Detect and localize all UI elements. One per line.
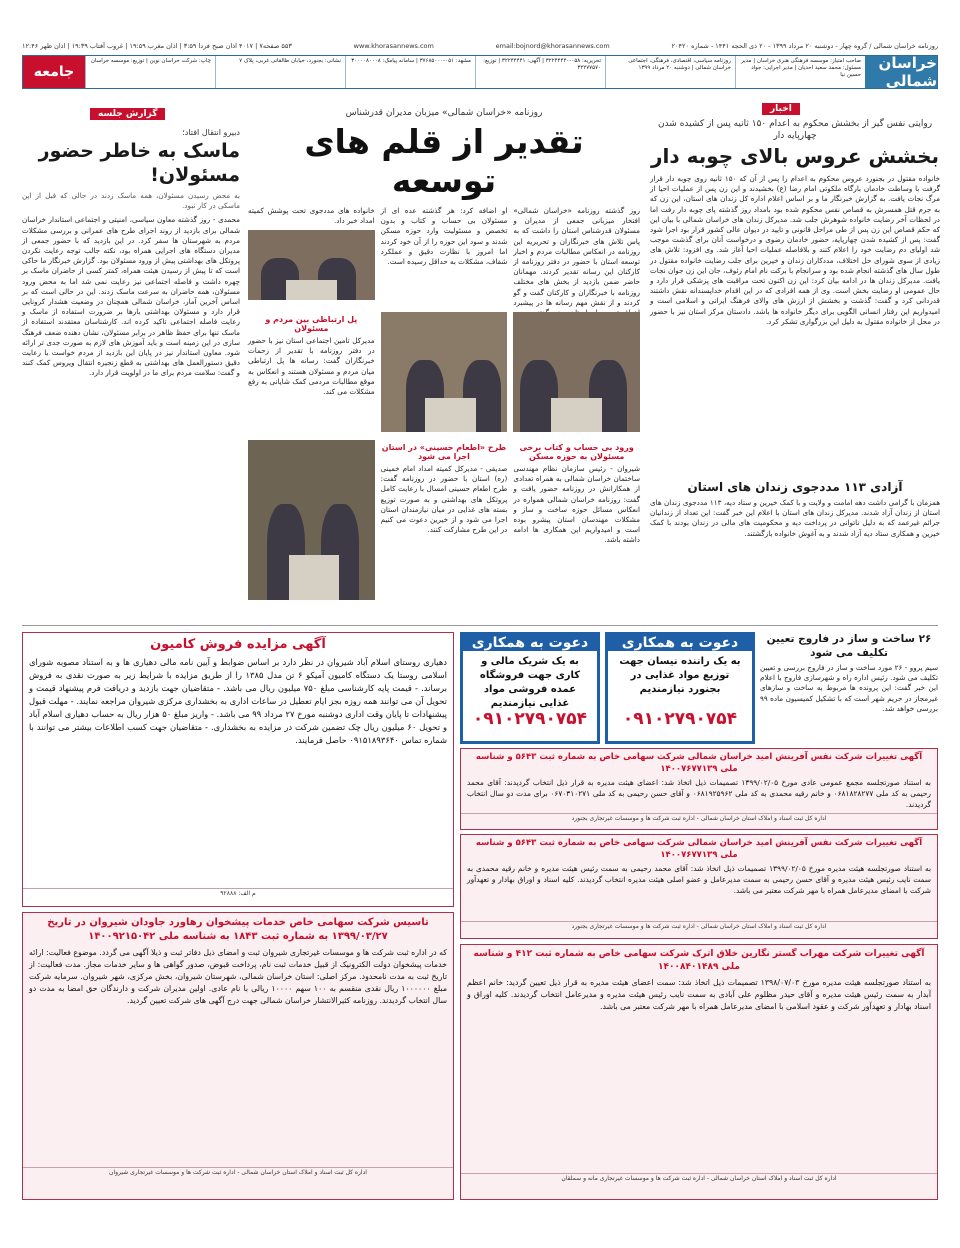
- omid-ad-2-foot: اداره کل ثبت اسناد و املاک استان خراسان شمالی - اداره ثبت شرکت ها و موسسات غیرتجاری بجنورد: [461, 921, 937, 931]
- coop-ad-text: به یک راننده نیسان جهت توزیع مواد غذایی در بجنورد نیازمندیم: [619, 656, 741, 695]
- masthead-col: نشانی: بجنورد، خیابان طالقانی غربی، پلاک ۷: [215, 56, 345, 88]
- center-col-2b: [381, 440, 508, 614]
- center-col-3-text: خانواده های مددجوی تحت پوشش کمیته امداد خبر داد.: [247, 206, 375, 226]
- photo-table: [551, 398, 602, 432]
- truck-auction-ad[interactable]: [22, 632, 454, 907]
- center-photo-row: [248, 312, 640, 436]
- small-news-body: سیم پروو - ۲۶ مورد ساخت و ساز در فاروج بررسی و تعیین تکلیف می شود. رئیس اداره راه و شهرسازی فاروج با اعلام این خبر گفت: این پرونده ها مربوط به ساخت و سازهای غیرمجاز در حریم شهر است که با تشکیل کمیسیون ماده ۹۹ بررسی خواهد شد.: [760, 663, 938, 713]
- center-article-title[interactable]: تقدیر از قلم های توسعه: [304, 122, 584, 200]
- omid-ad-2-body: به استناد صورتجلسه هیئت مدیره مورخ ۱۳۹۹/۰۲/۰۵ تصمیمات ذیل اتخاذ شد: آقای محمد رحیمی به سمت رئیس هیئت مدیره و خانم رقیه محمدی به سمت نایب رئیس هیئت مدیره و آقای حسن رحیمی به سمت مدیرعامل و عضو اصلی هیئت مدیره انتخاب گردیدند. کلیه اسناد و اوراق بهادار و تعهدآور شرکت با امضای مدیرعامل همراه با مهر شرکت معتبر می باشد.: [467, 864, 932, 895]
- masthead-col: روزنامه سیاسی، اقتصادی، فرهنگی، اجتماعی خراسان شمالی | دوشنبه ۲۰ مرداد ۱۳۹۹: [605, 56, 735, 88]
- meeting-photo-2[interactable]: [381, 312, 508, 432]
- caption-3: پل ارتباطی بین مردم و مسئولان: [265, 315, 358, 333]
- left-article-title[interactable]: ماسک به خاطر حضور مسئولان!: [38, 140, 240, 186]
- mehrab-ad-title: آگهی تغییرات شرکت مهراب گستر نگارین خلاق اترک شرکت سهامی خاص به شماره ثبت ۴۱۲ و شناسه ملی ۱۴۰۰۸۴۰۱۴۸۹: [473, 949, 925, 972]
- omid-change-ad-2[interactable]: [460, 834, 938, 939]
- photo-table: [425, 398, 476, 432]
- right-article-sub-body: همزمان با گرامی داشت دهه امامت و ولایت و با کمک خیرین و ستاد دیه، ۱۱۳ مددجوی زندان های استان از زندان آزاد شدند. مدیرکل زندان های استان با اعلام این خبر گفت: این تعداد از زندانیان جرائم غیرعمد که به دلیل ناتوانی در پرداخت دیه و محکومیت های مالی در زندان بودند با کمک خیرین و همکاری ستاد دیه آزاد شدند و به آغوش خانواده بازگشتند.: [650, 498, 940, 538]
- left-article-body: محمدی - روز گذشته معاون سیاسی، امنیتی و اجتماعی استاندار خراسان شمالی برای بازدید از روند اجرای طرح های عمرانی و بررسی مشکلات مردم به شهرستان ها سفر کرد. در این بازدید که با حضور جمعی از مدیران دستگاه های اجرایی همراه بود، نکته جالب توجه رعایت نکردن پروتکل های بهداشتی پیش از ورود مسئولان بود. گزارش خبرنگار ما حاکی است که تا پیش از رسیدن هیئت همراه، کمتر کسی از حاضران ماسک بر چهره داشت و فاصله اجتماعی نیز رعایت نمی شد اما به محض ورود مسئولان، همه حاضران به سرعت ماسک زدند. این در حالی است که بر اساس آخرین آمار، خراسان شمالی همچنان در وضعیت هشدار کرونایی قرار دارد و مسئولان بهداشتی بارها بر ضرورت استفاده از ماسک و رعایت فاصله اجتماعی تاکید کرده اند. کارشناسان معتقدند استفاده از ماسک تنها برای حفظ ظاهر در برابر مسئولان، نشان دهنده ضعف فرهنگ سازی در این زمینه است و باید آموزش های لازم به صورت جدی تر ارائه شود. معاون استاندار نیز در پایان این بازدید از مردم خواست با رعایت دقیق دستورالعمل های بهداشتی به قطع زنجیره انتقال ویروس کمک کنند و گفت: سلامت مردم برای ما در اولویت قرار دارد.: [22, 215, 240, 378]
- meeting-photo-4[interactable]: [248, 440, 375, 600]
- founding-ad-title: تاسیس شرکت سهامی خاص خدمات پیشخوان رهاورد جاودان شیروان در تاریخ ۱۳۹۹/۰۳/۲۷ به شماره ثبت ۱۸۴۳ به شناسه ملی ۱۴۰۰۹۲۱۵۰۴۲: [47, 917, 429, 942]
- omid-ad-1-title: آگهی تغییرات شرکت نفس آفرینش امید خراسان شمالی شرکت سهامی خاص به شماره ثبت ۵۶۴۳ و شناسه ملی ۱۴۰۰۷۶۷۷۱۳۹: [475, 752, 923, 774]
- right-article-pre: روایتی نفس گیر از بخشش محکوم به اعدام ۱۵۰ ثانیه پس از کشیده شدن چهارپایه دار: [657, 119, 933, 141]
- mehrab-ad-body: به استناد صورتجلسه هیئت مدیره مورخ ۱۳۹۸/۰۷/۰۳ تصمیمات ذیل اتخاذ شد: سمت اعضای هیئت مدیره به قرار ذیل تعیین گردید: خانم اعظم آبدار به سمت رئیس هیئت مدیره و آقای حیدر مظلوم علی آبادی به سمت نایب رئیس هیئت مدیره و مدیرعامل انتخاب گردیدند. کلیه اوراق و اسناد بهادار و تعهدآور شرکت و عقود اسلامی با امضای مدیرعامل همراه با مهر شرکت معتبر می باشد.: [467, 978, 932, 1011]
- omid-ad-2-title: آگهی تغییرات شرکت نفس آفرینش امید خراسان شمالی شرکت سهامی خاص به شماره ثبت ۵۶۴۳ و شناسه ملی ۱۴۰۰۷۶۷۷۱۳۹: [475, 838, 923, 860]
- meeting-photo-3[interactable]: [248, 230, 375, 300]
- strip-email[interactable]: email:bojnord@khorasannews.com: [495, 42, 610, 50]
- center-col-2: او اضافه کرد: هر گذشته عده ای از مسئولان بی حساب و کتاب و بدون تخصص و مسئولیت وارد حوزه مسکن شدند و سود این حوزه را از آن خود کردند اما امروز با نظارت دقیق و عملکرد شفاف، مشکلات به حداقل رسیده است.: [380, 206, 508, 267]
- center-top-columns: [248, 206, 640, 306]
- strip-site[interactable]: www.khorasannews.com: [353, 42, 434, 50]
- photo-table: [289, 555, 340, 600]
- company-founding-ad[interactable]: [22, 912, 454, 1200]
- left-article-lead: به محض رسیدن مسئولان، همه ماسک زدند در حالی که قبل از این ماسکی در کار نبود.: [22, 191, 240, 211]
- masthead-col: تحریریه: ۰۵۸-۳۲۲۴۴۴۴۰ | آگهی: ۳۲۲۴۴۴۴۱ | توزیع: ۳۲۲۷۷۵۷۰: [475, 56, 605, 88]
- strip-left: ۵۵۳ صفحه۷ | ۴۰۱۷ اذان صبح فردا ۳:۵۹ | اذان مغرب ۱۹:۵۹ | غروب آفتاب ۱۹:۳۹ | اذان ظهر ۱۲:۴۶: [22, 42, 292, 50]
- coop-ad-heading: دعوت به همکاری: [463, 635, 597, 651]
- coop-ad-phone[interactable]: ۰۹۱۰۲۷۹۰۷۵۴: [622, 709, 738, 729]
- center-col-2b-text: صدیقی - مدیرکل کمیته امداد امام خمینی (ره) استان با حضور در روزنامه گفت: طرح اطعام حسینی امسال با رعایت کامل پروتکل های بهداشتی و به صورت توزیع بسته های غذایی در میان نیازمندان استان اجرا می شود و از خیرین دعوت می کنیم در این طرح مشارکت کنند.: [380, 464, 508, 535]
- masthead-col: صاحب امتیاز: موسسه فرهنگی هنری خراسان | مدیر مسئول: محمد سعید احدیان | مدیر اجرایی: جواد حسین نیا: [735, 56, 865, 88]
- right-article-title[interactable]: بخشش عروس بالای چوبه دار: [651, 144, 939, 168]
- center-col-1: روز گذشته روزنامه «خراسان شمالی» افتخار میزبانی جمعی از مدیران و مسئولان قدرشناس استان را داشت که به پاس تلاش های خبرنگاران و تحریریه این روزنامه در انعکاس مطالبات مردم و اخبار توسعه استان با حضور در دفتر روزنامه از کارکنان این رسانه تقدیر کردند. مهمانان حاضر ضمن بازدید از بخش های مختلف روزنامه با خبرنگاران و کارکنان گفت و گو کردند و از نقش مهم رسانه ها در پیشبرد: [513, 206, 640, 307]
- meeting-photo-1[interactable]: [513, 312, 640, 432]
- masthead-col: چاپ: شرکت خراسان نوین | توزیع: موسسه خراسان: [85, 56, 215, 88]
- caption-2: ورود بی حساب و کتاب برخی مسئولان به حوزه مسکن: [519, 443, 634, 461]
- coop-ad-driver[interactable]: [605, 632, 755, 744]
- coop-ad-partner[interactable]: [460, 632, 600, 744]
- coop-ad-heading: دعوت به همکاری: [608, 635, 752, 651]
- founding-ad-body: که در اداره ثبت شرکت ها و موسسات غیرتجاری شیروان ثبت و امضای ذیل دفاتر ثبت و ذیلا آگهی می گردد. موضوع فعالیت: ارائه خدمات پیشخوان دولت الکترونیک از قبیل خدمات ثبت نام، پرداخت قبوض، صدور گواهی ها و سایر خدمات مجاز. مدت فعالیت: از تاریخ ثبت به مدت نامحدود. مرکز اصلی: استان خراسان شمالی، شهرستان شیروان، بخش مرکزی، شهر شیروان. سرمایه شرکت مبلغ ۱۰۰۰۰۰۰ ریال نقدی منقسم به ۱۰۰ سهم ۱۰۰۰۰ ریالی با نام عادی. اولین مدیران شرکت و دارندگان حق امضا به مدت دو سال انتخاب گردیدند. روزنامه کثیرالانتشار خراسان شمالی جهت درج آگهی های شرکت تعیین گردید.: [29, 948, 447, 1005]
- newspaper-logo[interactable]: خراسان شمالی: [865, 56, 937, 88]
- news-tag: اخبار: [762, 103, 800, 115]
- mehrab-ad-foot: اداره کل ثبت اسناد و املاک استان خراسان شمالی - اداره ثبت شرکت ها و موسسات غیرتجاری مانه و سملقان: [461, 1173, 937, 1183]
- left-article: [22, 128, 240, 613]
- coop-ad-text: به یک شریک مالی و کاری جهت فروشگاه عمده فروشی مواد غذایی نیازمندیم: [479, 656, 581, 709]
- center-col-3b-text: مدیرکل تامین اجتماعی استان نیز با حضور در دفتر روزنامه با تقدیر از زحمات خبرنگاران گفت: رسانه ها پل ارتباطی میان مردم و مسئولان هستند و انعکاس به موقع مطالبات مردمی کمک شایانی به رفع مشکلات می کند.: [247, 336, 375, 397]
- right-article-body: خانواده مقتول در بجنورد عروس محکوم به اعدام را پس از آن که ۱۵۰ ثانیه روی چوبه دار قرار گرفت با وساطت خادمان بارگاه ملکوتی امام رضا (ع) بخشیدند و این زن پس از عملیات احیا از مرگ نجات یافت. به گزارش خبرنگار ما و بر اساس اعلام اداره کل زندان های استان، این زن که به جرم قتل همسرش به قصاص نفس محکوم شده بود بامداد روز گذشته پای چوبه دار رفت اما در لحظات آخر رضایت خانواده شوهرش جلب شد. مدیرکل زندان های خراسان شمالی با بیان این که حکم قصاص این زن پس از طی مراحل قانونی و تایید در دیوان عالی کشور قرار بود اجرا شود گفت: پس از کشیده شدن چهارپایه، حضور خادمان رضوی و درخواست آنان برای گذشت موجب شد اولیای دم رضایت خود را اعلام کنند و بلافاصله عملیات احیا آغاز شد. وی افزود: تلاش های زیادی از سوی شورای حل اختلاف، مددکاران زندان و خیرین برای جلب رضایت خانواده مقتول در طول سال های گذشته انجام شده بود و سرانجام با برکت نام امام رئوف، جان این زن جوان نجات یافت. مدیرکل زندان ها در ادامه بیان کرد: این زن اکنون تحت مراقبت های پزشکی قرار دارد و حال عمومی او رضایت بخش است. وی از همه افرادی که در این اقدام خداپسندانه نقش داشتند قدردانی کرد و گفت: گذشت و بخشش از ارزش های والای فرهنگ ایرانی و اسلامی است و امیدواریم این رفتار انسانی الگویی برای دیگر خانواده ها باشد. دادستان مرکز استان نیز با حضور در محل از خانواده مقتول به دلیل این بزرگواری تشکر کرد.: [650, 174, 940, 326]
- center-col-1b-text: شیروان - رئیس سازمان نظام مهندسی ساختمان خراسان شمالی به همراه تعدادی از همکارانش در روزنامه حضور یافت و گفت: روزنامه خراسان شمالی همواره در انعکاس مسائل حوزه ساخت و ساز و مشکلات مهندسان استان پیشرو بوده است و امیدواریم این همکاری ها ادامه داشته باشد.: [513, 464, 640, 545]
- left-article-pre: دبیرو انتقال افتاد؛: [182, 128, 240, 137]
- photo-table: [286, 280, 337, 300]
- caption-1: طرح «اطعام حسینی» در استان اجرا می شود: [381, 443, 507, 461]
- truck-auction-ref: م الف: ۹۲۸۸۸: [23, 888, 453, 898]
- truck-auction-body: دهیاری روستای اسلام آباد شیروان در نظر دارد بر اساس ضوابط و آیین نامه مالی دهیاری ها و به استناد مصوبه شورای اسلامی روستا یک دستگاه کامیون آمیکو ۶ تن مدل ۱۳۸۵ را از طریق مزایده با شرایط زیر به صورت نقدی به فروش برساند. - قیمت پایه کارشناسی مبلغ ۷۵۰ میلیون ریال می باشد. - متقاضیان جهت بازدید و دریافت فرم پیشنهاد قیمت و تحویل آن می توانند همه روزه بجز ایام تعطیل در ساعات اداری به بخشداری مرکزی شیروان مراجعه نمایند. - مهلت قبول پیشنهادات تا پایان وقت اداری دوشنبه مورخ ۲۷ مرداد ۹۹ می باشد. - واریز مبلغ ۵۰ هزار ریال به حساب دهیاری اسلام آباد و تحویل ۶۰ میلیون ریال چک تضمین شرکت در مزایده به بخشداری. - متقاضیان جهت کسب اطلاعات بیشتر می توانند با شماره تماس ۰۹۱۵۱۸۹۳۶۴۰ حاصل فرمایند.: [28, 657, 448, 745]
- mehrab-change-ad[interactable]: [460, 944, 938, 1200]
- omid-ad-1-body: به استناد صورتجلسه مجمع عمومی عادی مورخ ۱۳۹۹/۰۲/۰۵ تصمیمات ذیل اتخاذ شد: اعضای هیئت مدیره به قرار ذیل انتخاب گردیدند: آقای محمد رحیمی به کد ملی ۰۶۸۱۸۲۸۲۷۷ و خانم رقیه محمدی به کد ملی ۰۶۸۱۹۲۵۹۶۲ و آقای حسن رحیمی به کد ملی ۰۶۷۰۳۱۰۲۷۱ برای مدت دو سال انتخاب گردیدند.: [467, 778, 931, 809]
- center-article-kicker: روزنامه «خراسان شمالی» میزبان مدیران قدرشناس: [345, 108, 543, 118]
- top-strip: [22, 40, 938, 52]
- founding-ad-foot: اداره کل ثبت اسناد و املاک استان خراسان شمالی - اداره ثبت شرکت ها و موسسات غیرتجاری شیروان: [23, 1167, 453, 1177]
- small-news: [760, 632, 938, 712]
- masthead-info: [85, 56, 865, 88]
- center-bottom-columns: [248, 440, 640, 614]
- right-article-subtitle[interactable]: آزادی ۱۱۳ مددجوی زندان های استان: [687, 480, 903, 494]
- small-news-title[interactable]: ۲۶ ساخت و ساز در فاروج تعیین تکلیف می شود: [766, 633, 932, 659]
- report-tag: گزارش جلسه: [90, 108, 165, 120]
- center-col-3: [248, 206, 375, 306]
- center-col-3b: [248, 312, 375, 436]
- section-label: جامعه: [23, 56, 85, 88]
- omid-change-ad-1[interactable]: [460, 748, 938, 830]
- center-col-1b: [513, 440, 640, 614]
- strip-right: روزنامه خراسان شمالی / گروه چهار - دوشنبه ۲۰ مرداد ۱۳۹۹ - ۲۰ ذی الحجه ۱۴۴۱ - شماره ۲۰۴۲۰: [671, 42, 938, 50]
- masthead: [22, 55, 938, 89]
- coop-ad-phone[interactable]: ۰۹۱۰۲۷۹۰۷۵۴: [472, 709, 588, 729]
- omid-ad-1-foot: اداره کل ثبت اسناد و املاک استان خراسان شمالی - اداره ثبت شرکت ها و موسسات غیرتجاری بجنورد: [461, 813, 937, 823]
- truck-auction-title: آگهی مزایده فروش کامیون: [150, 637, 326, 652]
- masthead-col: مشهد: ۰۵۱-۳۷۶۸۵۰۰۰ | سامانه پیامک: ۳۰۰۰۰۸۰۰۰۸: [345, 56, 475, 88]
- right-article: [650, 118, 940, 613]
- section-divider: [22, 625, 938, 626]
- center-article: [248, 108, 640, 613]
